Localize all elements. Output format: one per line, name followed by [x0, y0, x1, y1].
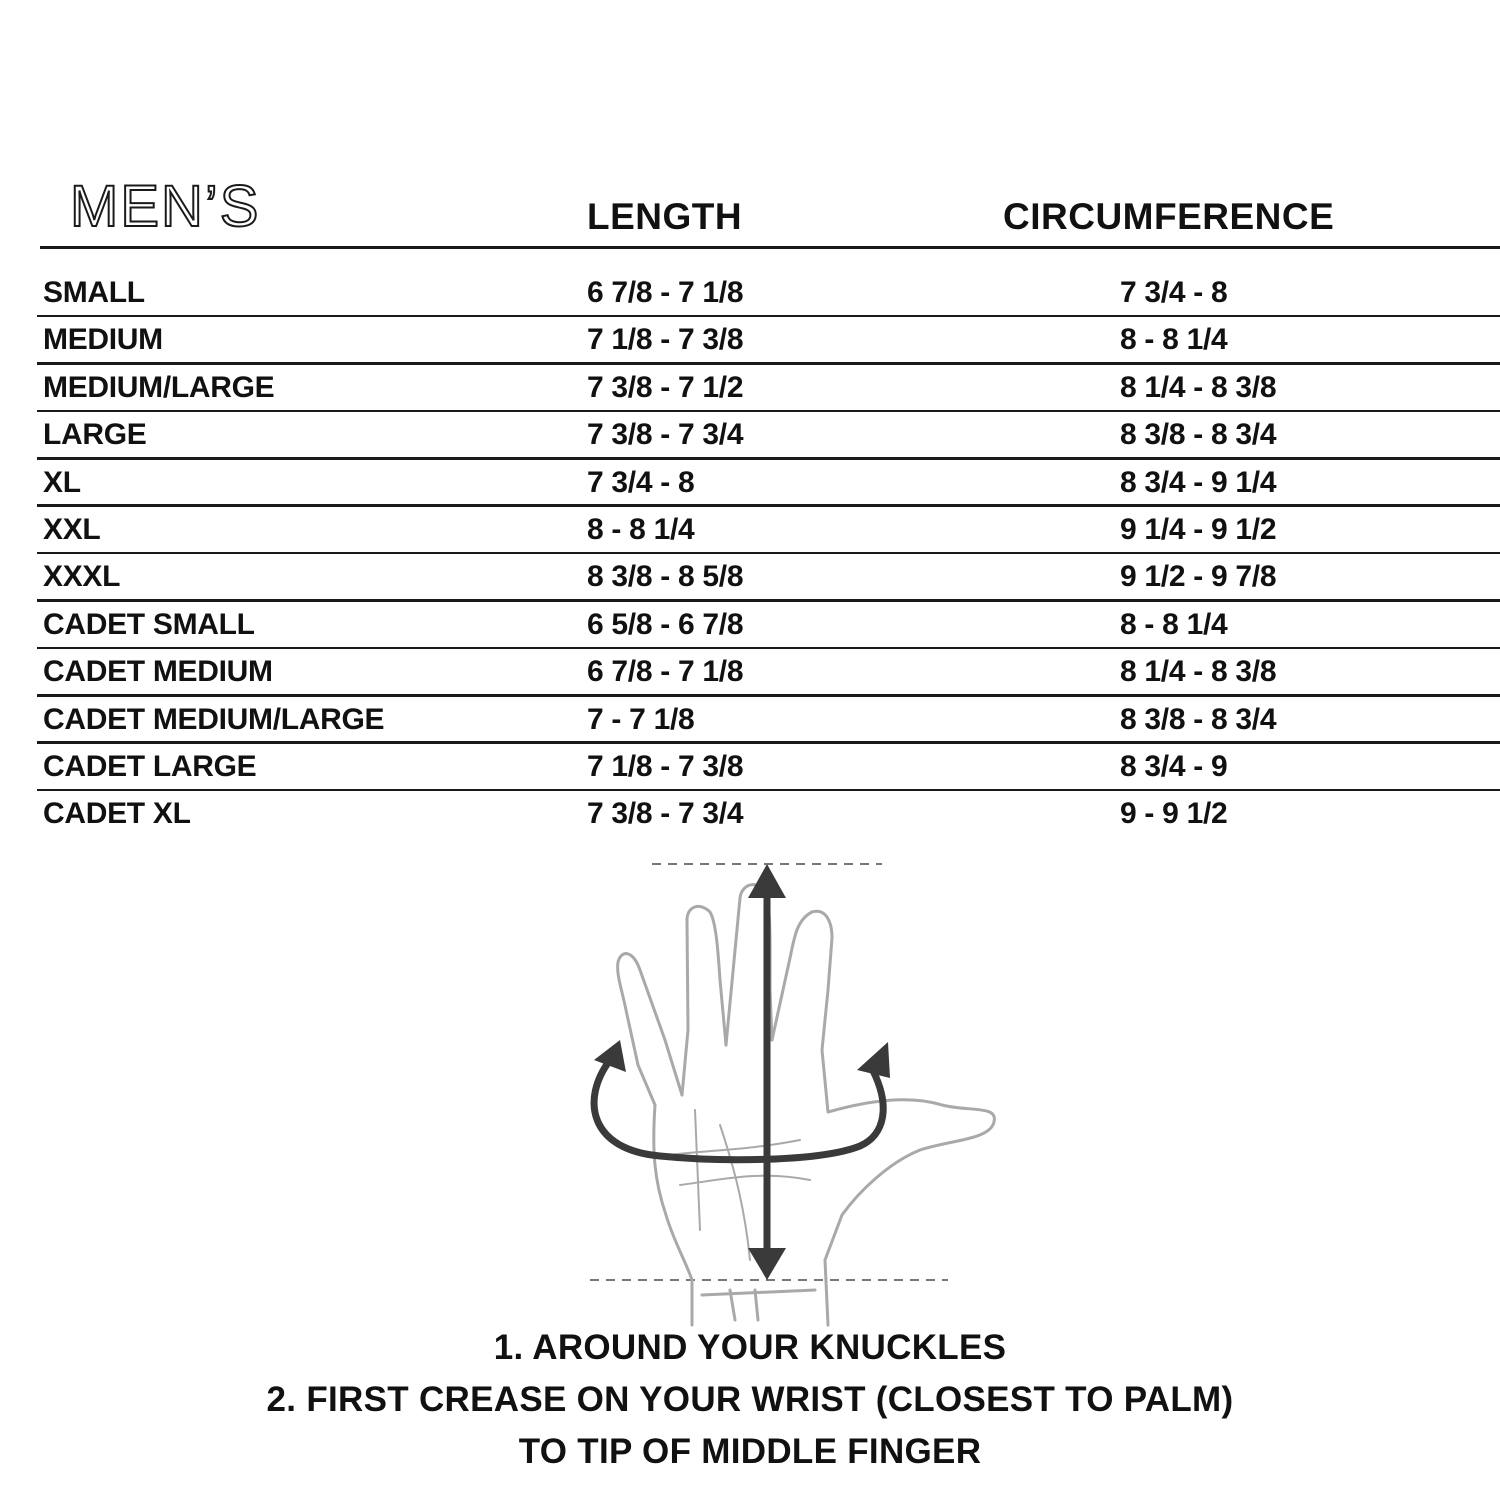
table-row: [0, 270, 1500, 317]
length-cell: 7 3/8 - 7 3/4: [587, 797, 744, 831]
circumference-cell: 7 3/4 - 8: [1120, 276, 1228, 309]
circumference-cell: 8 3/4 - 9: [1120, 749, 1228, 783]
circumference-cell: 8 1/4 - 8 3/8: [1120, 370, 1277, 404]
table-row: [0, 791, 1500, 838]
circumference-cell: 9 - 9 1/2: [1120, 797, 1228, 831]
instruction-circumference: 1. AROUND YOUR KNUCKLES: [493, 1328, 1007, 1367]
table-row: [0, 602, 1500, 649]
size-cell: CADET LARGE: [43, 749, 257, 783]
table-row: [0, 365, 1500, 412]
size-cell: XXL: [43, 512, 101, 546]
length-cell: 6 5/8 - 6 7/8: [587, 607, 744, 641]
size-cell: CADET MEDIUM: [43, 655, 273, 689]
circumference-cell: 8 - 8 1/4: [1120, 323, 1228, 357]
header-divider: [40, 246, 1500, 249]
length-cell: 8 3/8 - 8 5/8: [587, 560, 744, 594]
circumference-cell: 8 3/4 - 9 1/4: [1120, 465, 1277, 499]
circumference-cell: 8 3/8 - 8 3/4: [1120, 702, 1277, 736]
table-row: [0, 507, 1500, 554]
circumference-cell: 8 1/4 - 8 3/8: [1120, 655, 1277, 689]
instructions: [0, 1322, 1500, 1478]
circumference-cell: 9 1/2 - 9 7/8: [1120, 560, 1277, 594]
length-cell: 8 - 8 1/4: [587, 512, 695, 546]
table-row: [0, 649, 1500, 696]
size-table: [0, 270, 1500, 839]
table-row: [0, 554, 1500, 601]
length-cell: 7 3/8 - 7 1/2: [587, 370, 744, 404]
table-row: [0, 317, 1500, 364]
length-cell: 6 7/8 - 7 1/8: [587, 655, 744, 689]
length-cell: 7 1/8 - 7 3/8: [587, 323, 744, 357]
size-cell: MEDIUM: [43, 323, 163, 357]
size-cell: LARGE: [43, 418, 147, 452]
circumference-cell: 8 - 8 1/4: [1120, 607, 1228, 641]
table-row: [0, 744, 1500, 791]
table-row: [0, 412, 1500, 459]
size-cell: XL: [43, 465, 81, 499]
table-row: [0, 460, 1500, 507]
size-cell: CADET XL: [43, 797, 191, 831]
table-row: [0, 697, 1500, 744]
instruction-length-continued: TO TIP OF MIDDLE FINGER: [518, 1432, 982, 1471]
size-cell: CADET SMALL: [43, 607, 255, 641]
size-cell: CADET MEDIUM/LARGE: [43, 702, 385, 736]
length-cell: 7 1/8 - 7 3/8: [587, 749, 744, 783]
size-cell: MEDIUM/LARGE: [43, 370, 275, 404]
circumference-cell: 9 1/4 - 9 1/2: [1120, 512, 1277, 546]
length-cell: 7 3/4 - 8: [587, 465, 695, 499]
size-cell: XXXL: [43, 560, 121, 594]
column-header-length: LENGTH: [587, 196, 743, 237]
circumference-cell: 8 3/8 - 8 3/4: [1120, 418, 1277, 452]
size-cell: SMALL: [43, 276, 145, 309]
instruction-length: 2. FIRST CREASE ON YOUR WRIST (CLOSEST TO PALM): [266, 1380, 1234, 1419]
length-cell: 7 3/8 - 7 3/4: [587, 418, 744, 452]
length-cell: 7 - 7 1/8: [587, 702, 695, 736]
page-title: MEN’S: [70, 174, 261, 239]
column-header-circumference: CIRCUMFERENCE: [1003, 196, 1335, 237]
length-cell: 6 7/8 - 7 1/8: [587, 276, 744, 309]
hand-measurement-icon: [570, 850, 1010, 1330]
